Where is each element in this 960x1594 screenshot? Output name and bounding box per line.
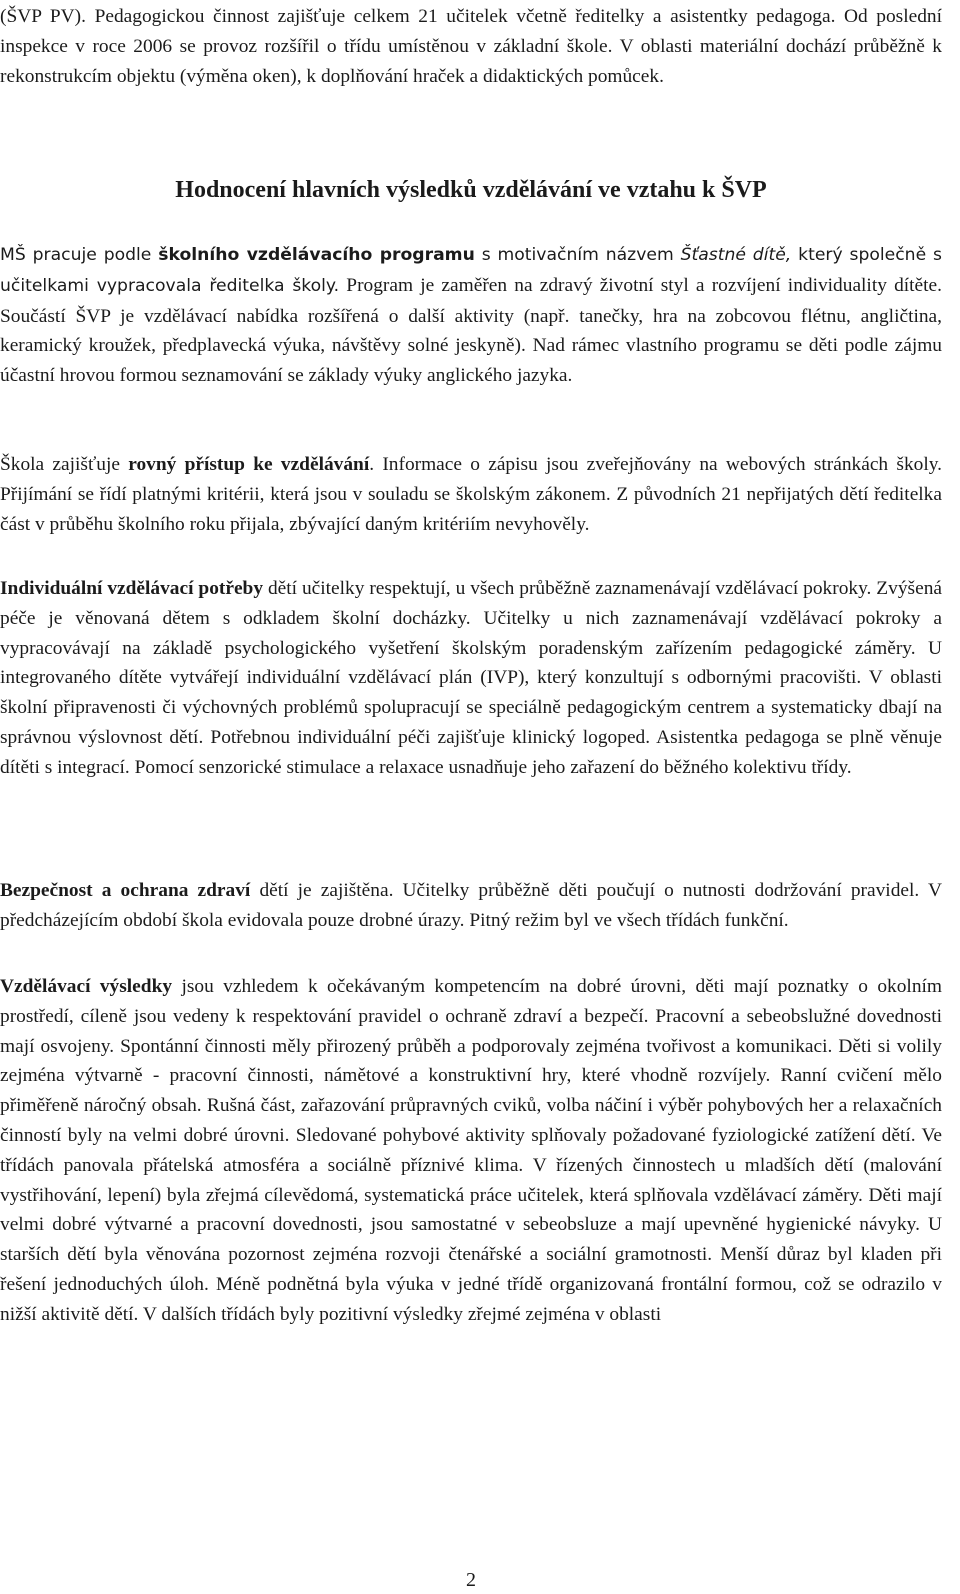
svp-sentence-3: Součástí ŠVP je vzdělávací nabídka rozšířená o další aktivity (např. (0, 305, 570, 327)
svp-paragraph (0, 240, 942, 391)
svp-text-start: MŠ pracuje podle (0, 245, 159, 265)
svp-text-end: který společně s učitelkami vypracovala ředitelka školy. (0, 245, 942, 296)
svp-sentence-4: tanečky, hra na zobcovou flétnu, angličtina, keramický kroužek, předplavecká výuka, návštěvy solné jeskyně). Nad rámec vlastního programu se děti podle zájmu účastní hrovou formou seznamování se základy výuky anglického jazyka. (0, 305, 942, 387)
svp-text-mid: s motivačním názvem (474, 245, 681, 265)
svp-program-name: Šťastné dítě, (680, 245, 792, 265)
results-text: jsou vzhledem k očekávaným kompetencím na dobré úrovni, děti mají poznatky o okolním prostředí, cíleně jsou vedeny k respektování pravidel o ochraně zdraví a bezpečí. Pracovní a sebeobslužné dovednosti mají osvojeny. Spontánní činnosti měly přirozený průběh a podporovaly zejména tvořivost a komunikaci. Děti si volily zejména výtvarně - pracovní činnosti, námětové a konstruktivní hry, které vhodně rozvíjely. Ranní cvičení mělo přiměřeně náročný obsah. Rušná část, zařazování průpravných cviků, volba náčiní i výběr pohybových her a relaxačních činností byly na velmi dobré úrovni. Sledované pohybové aktivity splňovaly požadované fyziologické zatížení dětí. Ve třídách panovala přátelská atmosféra a sociálně příznivé klima. V řízených činnostech u mladších dětí (malování vystřihování, lepení) byla zřejmá cílevědomá, systematická práce učitelek, která splňovala vzdělávací záměry. Děti mají velmi dobré výtvarné a pracovní dovednosti, jsou samostatné v sebeobsluze a mají upevněné hygienické návyky. U starších dětí byla věnována pozornost zejména rozvoji čtenářské a sociální gramotnosti. Menší důraz byl kladen při řešení jednoduchých úloh. Méně podnětná byla výuka v jedné třídě organizovaná frontální formou, což se odrazilo v nižší aktivitě dětí. V dalších třídách byly pozitivní výsledky zřejmé zejména v oblasti (0, 976, 942, 1325)
access-bold-term: rovný přístup ke vzdělávání (128, 454, 370, 475)
needs-bold-term: Individuální vzdělávací potřeby (0, 578, 264, 599)
access-paragraph (0, 450, 942, 539)
intro-text: (ŠVP PV). Pedagogickou činnost zajišťuje celkem 21 učitelek včetně ředitelky a asistentky pedagoga. Od poslední inspekce v roce 2006 se provoz rozšířil o třídu umístěnou v základní škole. V oblasti materiální dochází průběžně k rekonstrukcím objektu (výměna oken), k doplňování hraček a didaktických pomůcek. (0, 6, 942, 87)
access-text-start: Škola zajišťuje (0, 454, 129, 475)
safety-bold-term: Bezpečnost a ochrana zdraví (0, 880, 251, 901)
section-heading: Hodnocení hlavních výsledků vzdělávání ve vztahu k ŠVP (175, 177, 767, 203)
svp-bold-term: školního vzdělávacího programu (158, 245, 475, 265)
access-text-end: . Informace o zápisu jsou zveřejňovány na webových stránkách školy. Přijímání se řídí platnými kritérii, která jsou v souladu se školským zákonem. Z původních 21 nepřijatých dětí ředitelka část v průběhu školního roku přijala, zbývající daným kritériím nevyhověly. (0, 454, 943, 535)
needs-paragraph (0, 574, 942, 783)
intro-paragraph (0, 2, 942, 91)
safety-text: dětí je zajištěna. Učitelky průběžně děti poučují o nutnosti dodržování pravidel. V předcházejícím období škola evidovala pouze drobné úrazy. Pitný režim byl ve všech třídách funkční. (0, 880, 942, 931)
results-bold-term: Vzdělávací výsledky (0, 976, 173, 997)
page-number: 2 (466, 1569, 476, 1591)
svp-sentence-2: Program je zaměřen na zdravý životní styl a rozvíjení individuality dítěte. (339, 274, 943, 296)
results-paragraph (0, 972, 942, 1330)
safety-paragraph (0, 876, 942, 936)
needs-text: dětí učitelky respektují, u všech průběžně zaznamenávají vzdělávací pokroky. Zvýšená péče je věnovaná dětem s odkladem školní docházky. Učitelky u nich zaznamenávají vzdělávací pokroky a vypracovávají na základě psychologického vyšetření školským poradenským zařízením pedagogické záměry. U integrovaného dítěte vytvářejí individuální vzdělávací plán (IVP), který konzultují s odbornými pracovišti. V oblasti školní připravenosti či výchovných problémů spolupracují se speciálně pedagogickým centrem a systematicky dbají na správnou výslovnost dětí. Potřebnou individuální péči zajišťuje klinický logoped. Asistentka pedagoga se plně věnuje dítěti s integrací. Pomocí senzorické stimulace a relaxace usnadňuje jeho zařazení do běžného kolektivu třídy. (0, 578, 942, 778)
